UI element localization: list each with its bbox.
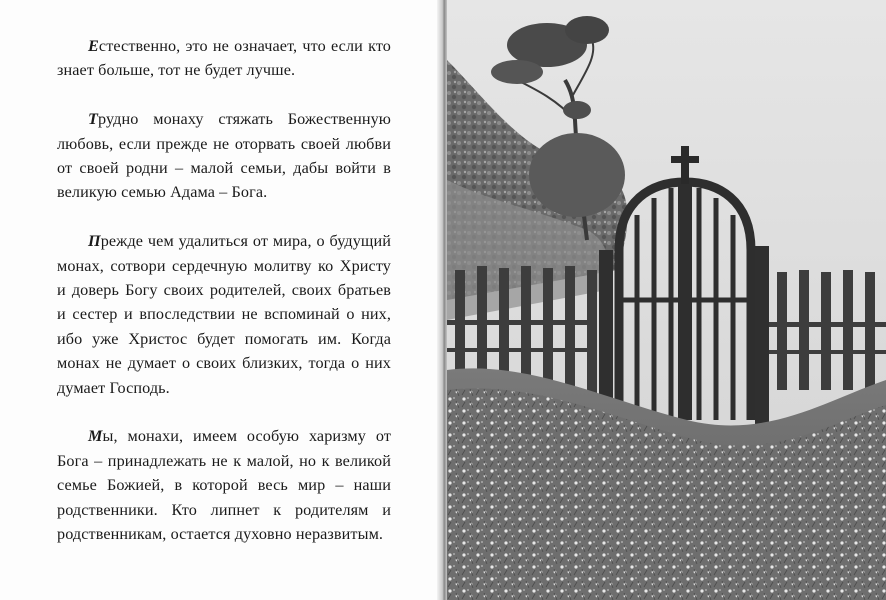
drop-initial: М (88, 427, 103, 446)
wooden-fence-right (769, 270, 886, 390)
text-block (57, 34, 391, 571)
drop-initial: П (88, 232, 101, 251)
gate-post-right (755, 246, 769, 426)
paragraph-text: режде чем удалиться от мира, о будущий монах, сотвори сердечную молитву ко Христу и доверь Богу своих родителей, своих братьев и сестер и впоследствии не вспоминай о них, ибо уже Христос будет помогать им. Когда монах не думает о своих близких, тогда о них думает Господь. (57, 232, 391, 397)
right-page (447, 0, 886, 600)
paragraph-2 (57, 107, 391, 205)
cemetery-gate-photo (447, 0, 886, 600)
paragraph-text: ы, монахи, имеем особую харизму от Бога – принадлежать не к малой, но к великой семье Божией, в которой весь мир – наши родственники. Кто липнет к родителям и родственникам, остается духовно неразвитым. (57, 427, 391, 544)
paragraph-3 (57, 229, 391, 400)
drop-initial: Т (88, 110, 98, 129)
bush (529, 133, 625, 217)
left-page (0, 0, 441, 600)
paragraph-text: рудно монаху стяжать Божественную любовь, если прежде не оторвать своей любви от своей родни – малой семьи, дабы войти в великую семью Адама – Бога. (57, 110, 391, 202)
paragraph-text: стественно, это не означает, что если кто знает больше, тот не будет лучше. (57, 37, 391, 80)
paragraph-1 (57, 34, 391, 83)
arched-gate (619, 182, 751, 420)
paragraph-4 (57, 424, 391, 546)
drop-initial: Е (88, 37, 99, 55)
